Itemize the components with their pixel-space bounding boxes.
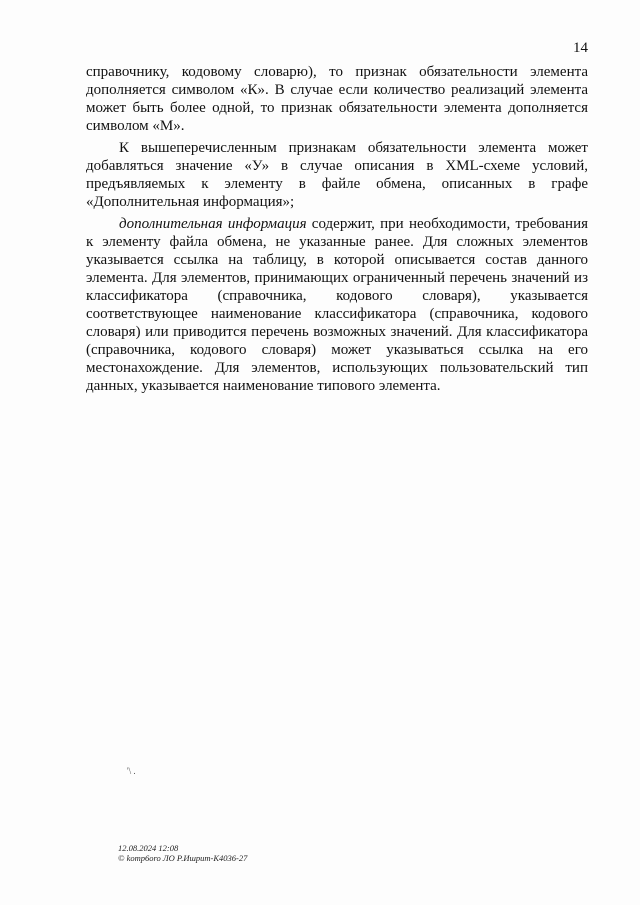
paragraph-1: справочнику, кодовому словарю), то признак обязательности элемента дополняется символом «К». В случае если количество реализаций элемента может быть более одной, то признак обязательности элемента дополняется символом «М». bbox=[86, 64, 588, 134]
stray-mark: '\ . bbox=[127, 766, 136, 776]
paragraph-3-text: содержит, при необходимости, требования к элементу файла обмена, не указанные ранее. Для сложных элементов указывается ссылка на таблицу, в которой описывается состав данного элемента. Для элементов, принимающих ограниченный перечень значений из классификатора (справочника, кодового словаря), указывается соответствующее наименование классификатора (справочника, кодового словаря) или приводится перечень возможных значений. Для классификатора (справочника, кодового словаря) может указываться ссылка на его местонахождение. Для элементов, использующих пользовательский тип данных, указывается наименование типового элемента. bbox=[86, 216, 588, 394]
paragraph-3 bbox=[86, 215, 588, 395]
body-text bbox=[86, 63, 588, 395]
footer-date: 12.08.2024 12:08 bbox=[118, 843, 179, 853]
footer-stamp bbox=[118, 843, 247, 863]
page-number: 14 bbox=[573, 40, 588, 56]
footer-source: © komp6oro ЛО Р.Ишрит-К4036-27 bbox=[118, 853, 248, 863]
paragraph-2: К вышеперечисленным признакам обязательности элемента может добавляться значение «У» в случае описания в XML-схеме условий, предъявляемых к элементу в файле обмена, описанных в графе «Дополнительная информация»; bbox=[86, 140, 588, 210]
term-additional-info: дополнительная информация bbox=[119, 216, 307, 232]
